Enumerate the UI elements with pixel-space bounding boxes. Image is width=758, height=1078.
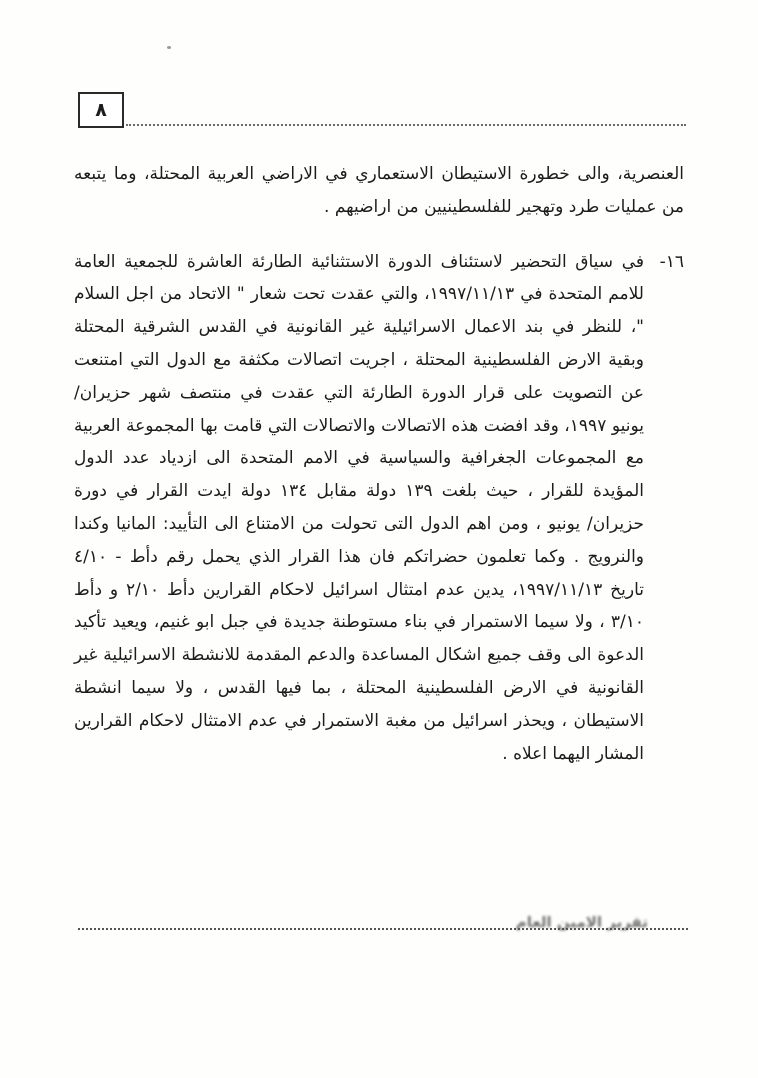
page-number-box: [78, 92, 124, 128]
item-number: ١٦-: [659, 251, 684, 272]
footer-stamp: تقرير الامين العام: [515, 913, 648, 931]
document-body: [74, 158, 684, 770]
header-rule: [126, 124, 686, 126]
item-text: في سياق التحضير لاستئناف الدورة الاستثنائية الطارئة العاشرة للجمعية العامة للامم المتحدة في ١٩٩٧/١١/١٣، والتي عقدت تحت شعار " الاتحاد من اجل السلام "، للنظر في بند الاعمال الاسرائيلية غير القانونية في القدس الشرقية المحتلة وبقية الارض الفلسطينية المحتلة ، اجريت اتصالات مكثفة مع الدول التي امتنعت عن التصويت على قرار الدورة الطارئة التي عقدت في منتصف شهر حزيران/ يونيو ١٩٩٧، وقد افضت هذه الاتصالات والاتصالات التي قامت بها المجموعة العربية مع المجموعات الجغرافية والسياسية في الامم المتحدة الى ازدياد عدد الدول المؤيدة للقرار ، حيث بلغت ١٣٩ دولة مقابل ١٣٤ دولة ايدت القرار في دورة حزيران/ يونيو ، ومن اهم الدول التى تحولت من الامتناع الى التأييد: المانيا وكندا والنرويج . وكما تعلمون حضراتكم فان هذا القرار الذي يحمل رقم دأط - ٤/١٠ تاريخ ١٩٩٧/١١/١٣، يدين عدم امتثال اسرائيل لاحكام القرارين دأط ٢/١٠ و دأط ٣/١٠ ، ولا سيما الاستمرار في بناء مستوطنة جديدة في جبل ابو غنيم، ويعيد تأكيد الدعوة الى وقف جميع اشكال المساعدة والدعم المقدمة للانشطة الاسرائيلية غير القانونية في الارض الفلسطينية المحتلة ، بما فيها القدس ، ولا سيما انشطة الاستيطان ، ويحذر اسرائيل من مغبة الاستمرار في عدم الامتثال لاحكام القرارين المشار اليهما اعلاه .: [74, 251, 645, 764]
page-number: ٨: [95, 99, 107, 121]
list-item-16: [74, 246, 684, 771]
scan-speck: [167, 46, 171, 49]
footer-rule: [78, 928, 688, 930]
intro-paragraph: العنصرية، والى خطورة الاستيطان الاستعماري في الاراضي العربية المحتلة، وما يتبعه من عمليات طرد وتهجير للفلسطينيين من اراضيهم .: [74, 164, 684, 217]
